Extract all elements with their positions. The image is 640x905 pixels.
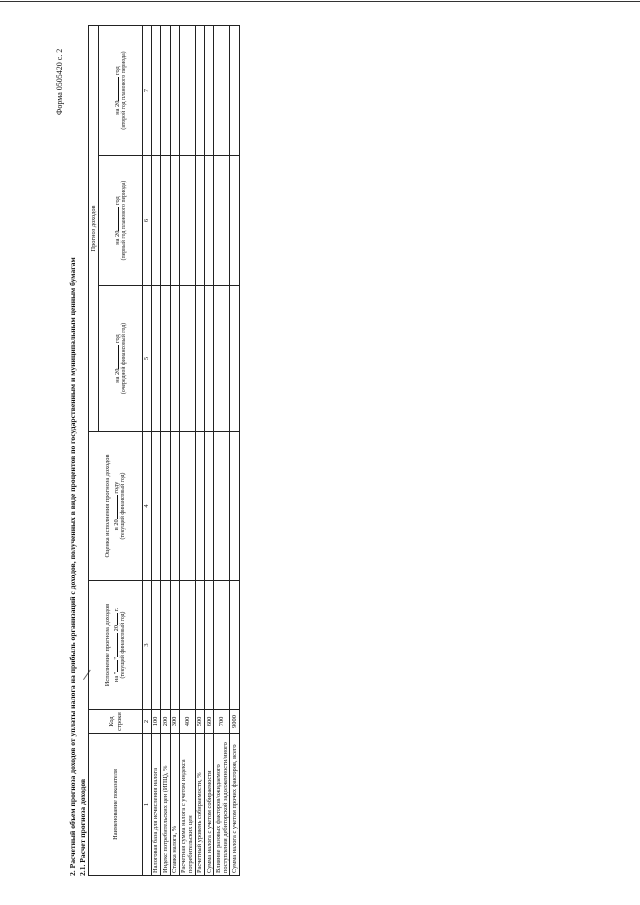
- plan2-god: год: [113, 66, 121, 75]
- header-execution: [89, 581, 143, 710]
- row-code: 600: [205, 710, 214, 734]
- value-cell[interactable]: [230, 286, 239, 432]
- value-cell[interactable]: [214, 156, 230, 286]
- header-estimate: [89, 432, 143, 581]
- row-indicator-name: Расчетная сумма налога с учетом индекса потребительских цен: [179, 734, 195, 876]
- value-cell[interactable]: [214, 26, 230, 156]
- row-code: 500: [195, 710, 204, 734]
- plan2-na20: на 20: [113, 100, 121, 115]
- column-number: 3: [143, 581, 152, 710]
- value-cell[interactable]: [179, 581, 195, 710]
- column-number: 5: [143, 286, 152, 432]
- header-execution-sub: (текущий финансовый год): [120, 611, 127, 679]
- value-cell[interactable]: [170, 581, 179, 710]
- value-cell[interactable]: [230, 581, 239, 710]
- header-plan-year-1: [99, 156, 143, 286]
- plan1-god: год: [113, 196, 121, 205]
- table-row: [230, 26, 239, 876]
- row-indicator-name: Влияние разовых факторов/ожидаемого поступления дебиторской задолженности/иного: [214, 734, 230, 876]
- table-row: [214, 26, 230, 876]
- execution-g: г.: [112, 607, 120, 612]
- row-indicator-name: Ставка налога, %: [170, 734, 179, 876]
- header-execution-date: на "" 20 г.: [112, 607, 120, 683]
- row-code: 300: [170, 710, 179, 734]
- row-code: 400: [179, 710, 195, 734]
- value-cell[interactable]: [161, 26, 170, 156]
- estimate-v20: в 20: [112, 519, 120, 531]
- value-cell[interactable]: [205, 286, 214, 432]
- value-cell[interactable]: [195, 286, 204, 432]
- plan1-na20: на 20: [113, 230, 121, 245]
- next-na20: на 20: [113, 368, 121, 383]
- value-cell[interactable]: [170, 26, 179, 156]
- value-cell[interactable]: [152, 432, 161, 581]
- row-indicator-name: Налоговая база для исчисления налога: [152, 734, 161, 876]
- header-forecast-group: Прогноз доходов: [89, 26, 99, 432]
- value-cell[interactable]: [195, 156, 204, 286]
- column-number: 2: [143, 710, 152, 734]
- rotated-form-sheet: [55, 20, 625, 890]
- scan-top-border: [0, 1, 640, 2]
- header-plan1-sub: (первый год планового периода): [121, 180, 128, 261]
- header-estimate-year: [112, 434, 120, 578]
- value-cell[interactable]: [152, 581, 161, 710]
- value-cell[interactable]: [195, 581, 204, 710]
- form-reference: Форма 0505420 с. 2: [55, 48, 64, 115]
- value-cell[interactable]: [214, 286, 230, 432]
- header-estimate-title: Оценка исполнения прогноза доходов: [104, 454, 112, 558]
- subsection-title: 2.1. Расчет прогноза доходов: [78, 778, 87, 876]
- value-cell[interactable]: [152, 156, 161, 286]
- value-cell[interactable]: [170, 286, 179, 432]
- value-cell[interactable]: [161, 156, 170, 286]
- row-code: 700: [214, 710, 230, 734]
- value-cell[interactable]: [161, 286, 170, 432]
- value-cell[interactable]: [214, 432, 230, 581]
- value-cell[interactable]: [205, 26, 214, 156]
- value-cell[interactable]: [195, 26, 204, 156]
- value-cell[interactable]: [230, 432, 239, 581]
- row-indicator-name: Индекс потребительских цен (ИПЦ), %: [161, 734, 170, 876]
- table-row: [179, 26, 195, 876]
- value-cell[interactable]: [205, 581, 214, 710]
- table-row: [170, 26, 179, 876]
- header-code: Код строки: [89, 710, 143, 734]
- table-row: [205, 26, 214, 876]
- value-cell[interactable]: [179, 156, 195, 286]
- header-plan-year-2: [99, 26, 143, 156]
- value-cell[interactable]: [179, 432, 195, 581]
- value-cell[interactable]: [152, 286, 161, 432]
- row-indicator-name: Сумма налога с учетом собираемости: [205, 734, 214, 876]
- estimate-godu: году: [112, 481, 120, 494]
- value-cell[interactable]: [152, 26, 161, 156]
- value-cell[interactable]: [205, 432, 214, 581]
- row-code: 200: [161, 710, 170, 734]
- value-cell[interactable]: [161, 581, 170, 710]
- row-indicator-name: Расчетный уровень собираемости, %: [195, 734, 204, 876]
- column-number-row: [143, 26, 152, 876]
- header-next-year: [99, 286, 143, 432]
- header-execution-title: Исполнение прогноза доходов: [104, 603, 112, 687]
- column-number: 6: [143, 156, 152, 286]
- value-cell[interactable]: [230, 26, 239, 156]
- table-row: [161, 26, 170, 876]
- value-cell[interactable]: [161, 432, 170, 581]
- row-indicator-name: Сумма налога с учетом прочих факторов, всего: [230, 734, 239, 876]
- column-number: 7: [143, 26, 152, 156]
- value-cell[interactable]: [179, 26, 195, 156]
- header-indicator: Наименование показателя: [89, 734, 143, 876]
- value-cell[interactable]: [170, 432, 179, 581]
- table-row: [152, 26, 161, 876]
- value-cell[interactable]: [230, 156, 239, 286]
- value-cell[interactable]: [205, 156, 214, 286]
- header-estimate-sub: (текущий финансовый год): [120, 472, 127, 540]
- value-cell[interactable]: [214, 581, 230, 710]
- header-next-year-sub: (очередной финансовый год): [121, 322, 128, 395]
- value-cell[interactable]: [179, 286, 195, 432]
- section-title: 2. Расчетный объем прогноза доходов от уплаты налога на прибыль организаций с доходов, полученных в виде процентов по государственным и муниципальным ценным бумагам: [68, 257, 77, 876]
- row-code: 9000: [230, 710, 239, 734]
- column-number: 1: [143, 734, 152, 876]
- forecast-table: [88, 25, 240, 876]
- execution-20: 20: [112, 625, 120, 632]
- execution-na: на ": [112, 671, 120, 683]
- table-row: [195, 26, 204, 876]
- column-number: 4: [143, 432, 152, 581]
- value-cell[interactable]: [195, 432, 204, 581]
- header-plan2-sub: (второй год планового периода): [121, 51, 128, 130]
- value-cell[interactable]: [170, 156, 179, 286]
- next-god: год: [113, 334, 121, 343]
- row-code: 100: [152, 710, 161, 734]
